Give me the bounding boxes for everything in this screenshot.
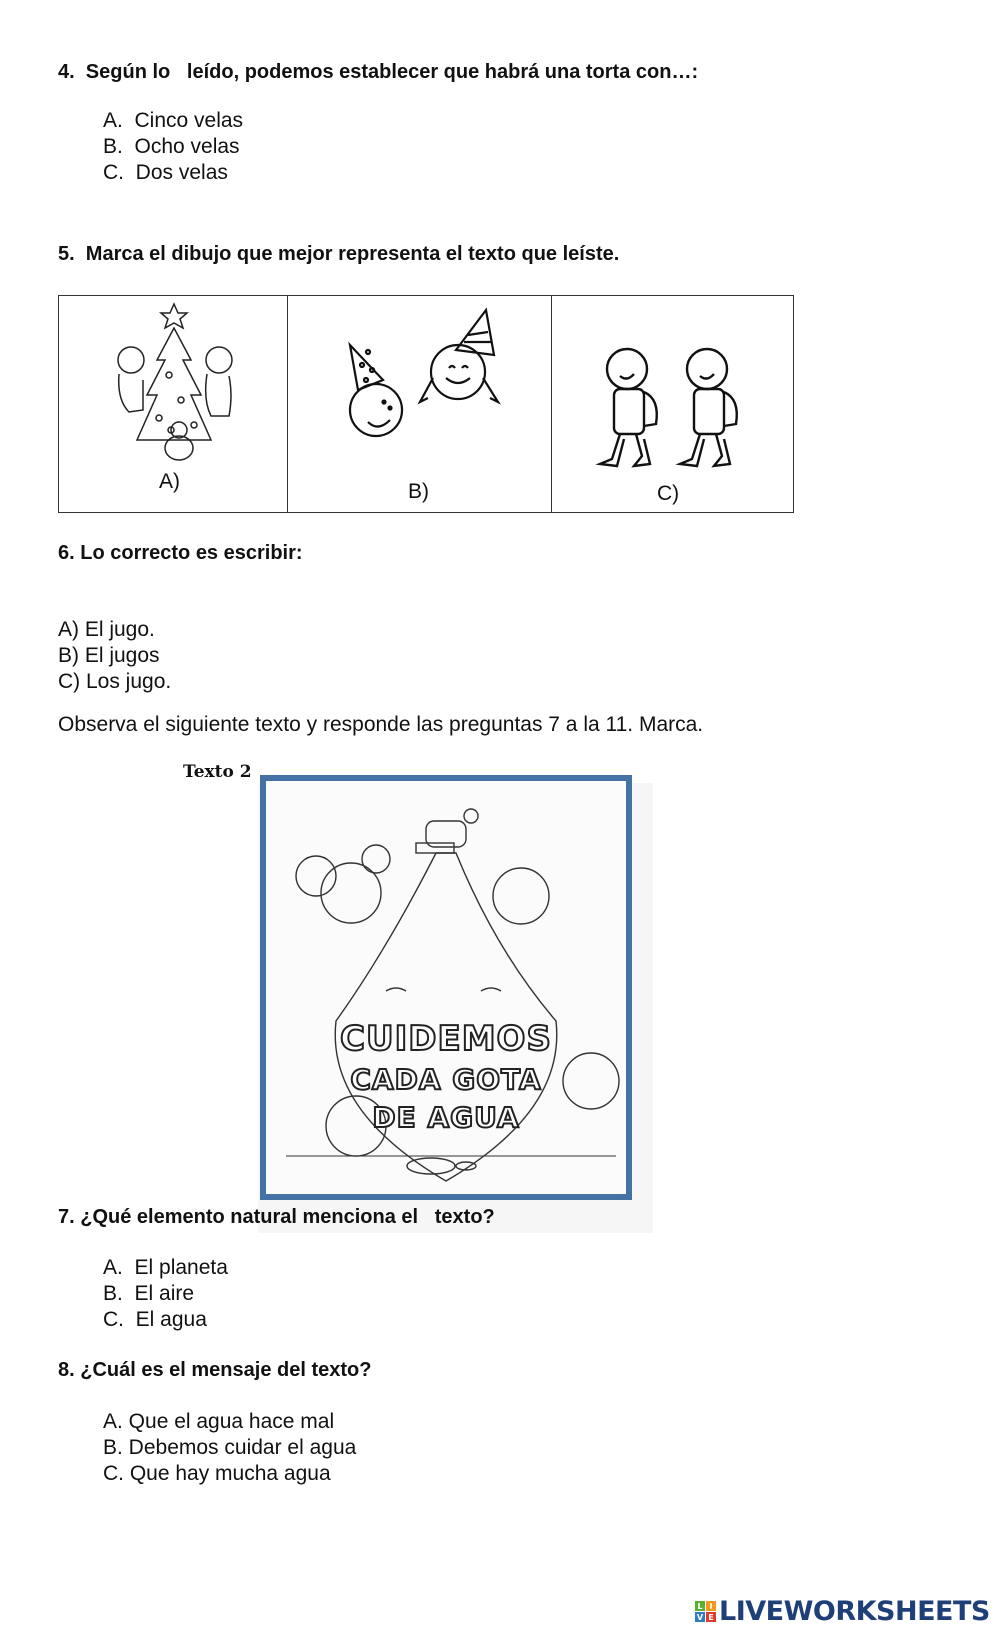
question-7-title: 7. ¿Qué elemento natural menciona el texto?: [58, 1206, 495, 1228]
logo-letter-i: I: [706, 1601, 716, 1611]
logo-letter-l: L: [695, 1601, 705, 1611]
picture-choice-b-label: B): [408, 480, 429, 503]
question-6-options: [58, 617, 171, 695]
question-7-option-c[interactable]: C. El agua: [103, 1308, 207, 1331]
question-7-options: [103, 1255, 228, 1333]
question-5-title: 5. Marca el dibujo que mejor representa el texto que leíste.: [58, 243, 620, 265]
logo-text: LIVEWORKSHEETS: [719, 1596, 990, 1627]
question-4-options: [103, 108, 243, 186]
liveworksheets-logo[interactable]: [695, 1596, 990, 1627]
christmas-tree-children-icon: [99, 300, 249, 470]
picture-choice-b[interactable]: [288, 296, 552, 512]
texto-2-label: Texto 2: [183, 762, 252, 782]
question-6-option-b[interactable]: B) El jugos: [58, 644, 160, 667]
question-4-title: 4. Según lo leído, podemos establecer que habrá una torta con…:: [58, 61, 699, 83]
question-4-option-b[interactable]: B. Ocho velas: [103, 135, 240, 158]
picture-choice-a-label: A): [159, 470, 180, 493]
live-blocks-icon: [695, 1601, 716, 1622]
logo-letter-v: V: [696, 1612, 704, 1622]
question-7-option-a[interactable]: A. El planeta: [103, 1256, 228, 1279]
question-8-options: [103, 1409, 356, 1487]
poster-title-line-1: CUIDEMOS: [340, 1019, 552, 1059]
water-poster: [260, 775, 632, 1200]
question-6-option-a[interactable]: A) El jugo.: [58, 618, 155, 641]
question-6-title: 6. Lo correcto es escribir:: [58, 542, 303, 564]
walking-school-children-icon: [582, 344, 762, 484]
question-6-option-c[interactable]: C) Los jugo.: [58, 670, 172, 693]
question-8-title: 8. ¿Cuál es el mensaje del texto?: [58, 1359, 372, 1381]
question-4-option-a[interactable]: A. Cinco velas: [103, 109, 244, 132]
question-7-option-b[interactable]: B. El aire: [103, 1282, 195, 1305]
question-4-option-c[interactable]: C. Dos velas: [103, 161, 228, 184]
picture-choice-a[interactable]: [59, 296, 288, 512]
picture-choice-table: [58, 295, 794, 513]
logo-letter-e: E: [706, 1612, 716, 1622]
picture-choice-c-label: C): [657, 482, 680, 505]
poster-title-line-2: CADA GOTA: [350, 1063, 542, 1096]
question-8-option-a[interactable]: A. Que el agua hace mal: [103, 1410, 335, 1433]
poster-title-line-3: DE AGUA: [372, 1101, 520, 1134]
question-8-option-c[interactable]: C. Que hay mucha agua: [103, 1462, 331, 1485]
instruction-text: Observa el siguiente texto y responde las preguntas 7 a la 11. Marca.: [58, 713, 704, 736]
picture-choice-c[interactable]: [552, 296, 792, 512]
party-hat-children-icon: [328, 300, 518, 450]
question-8-option-b[interactable]: B. Debemos cuidar el agua: [103, 1436, 357, 1459]
